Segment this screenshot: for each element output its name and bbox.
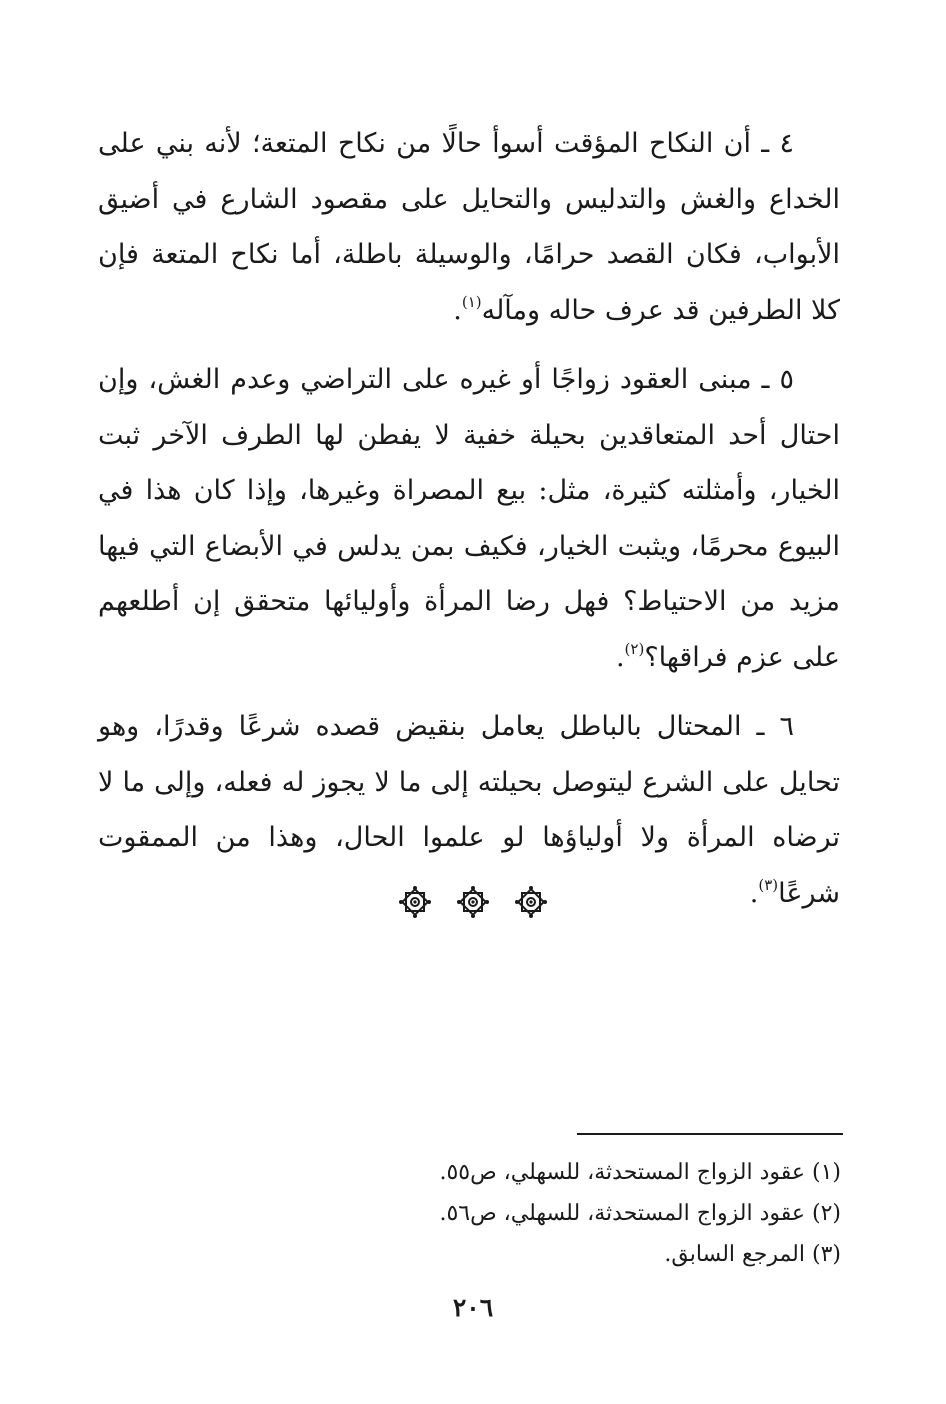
footnote-ref-3: (٣) (758, 875, 779, 894)
paragraph-5-text: ٥ ـ مبنى العقود زواجًا أو غيره على التراضي وعدم الغش، وإن احتال أحد المتعاقدين بحيلة خفية لا يفطن لها الطرف الآخر ثبت الخيار، وأمثلته كثيرة، مثل: بيع المصراة وغيرها، وإذا كان هذا في البيوع محرمًا، ويثبت الخيار، فكيف بمن يدلس في الأبضاع التي فيها مزيد من الاحتياط؟ فهل رضا المرأة وأوليائها متحقق إن أطلعهم على عزم فراقها؟ (98, 364, 840, 673)
main-text (98, 116, 840, 935)
floral-ornament-icon (457, 886, 489, 918)
footnote-3: (٣) المرجع السابق. (664, 1242, 841, 1267)
floral-ornament-icon (399, 886, 431, 918)
footnote-ref-2: (٢) (624, 639, 645, 658)
paragraph-4 (98, 116, 840, 338)
paragraph-6-end: . (749, 877, 759, 909)
footnote-separator (577, 1133, 843, 1135)
footnotes (200, 1152, 841, 1275)
paragraph-4-end: . (453, 294, 462, 326)
paragraph-6-text: ٦ ـ المحتال بالباطل يعامل بنقيض قصده شرعًا وقدرًا، وهو تحايل على الشرع ليتوصل بحيلته إلى ما لا يجوز له فعله، وإلى ما لا ترضاه المرأة ولا أولياؤها لو علموا الحال، وهذا من الممقوت شرعًا (98, 711, 840, 909)
footnote-2: (٢) عقود الزواج المستحدثة، للسهلي، ص٥٦. (439, 1201, 841, 1226)
floral-ornament-icon (515, 886, 547, 918)
paragraph-5 (98, 352, 840, 685)
footnote-1: (١) عقود الزواج المستحدثة، للسهلي، ص٥٥. (439, 1160, 841, 1185)
paragraph-5-end: . (615, 641, 625, 673)
section-divider (0, 886, 946, 918)
page-number: ٢٠٦ (452, 1293, 494, 1322)
footnote-ref-1: (١) (461, 292, 482, 311)
paragraph-4-text: ٤ ـ أن النكاح المؤقت أسوأ حالًا من نكاح المتعة؛ لأنه بني على الخداع والغش والتدليس والتحايل على مقصود الشارع في أضيق الأبواب، فكان القصد حرامًا، والوسيلة باطلة، أما نكاح المتعة فإن كلا الطرفين قد عرف حاله ومآله (98, 128, 840, 326)
